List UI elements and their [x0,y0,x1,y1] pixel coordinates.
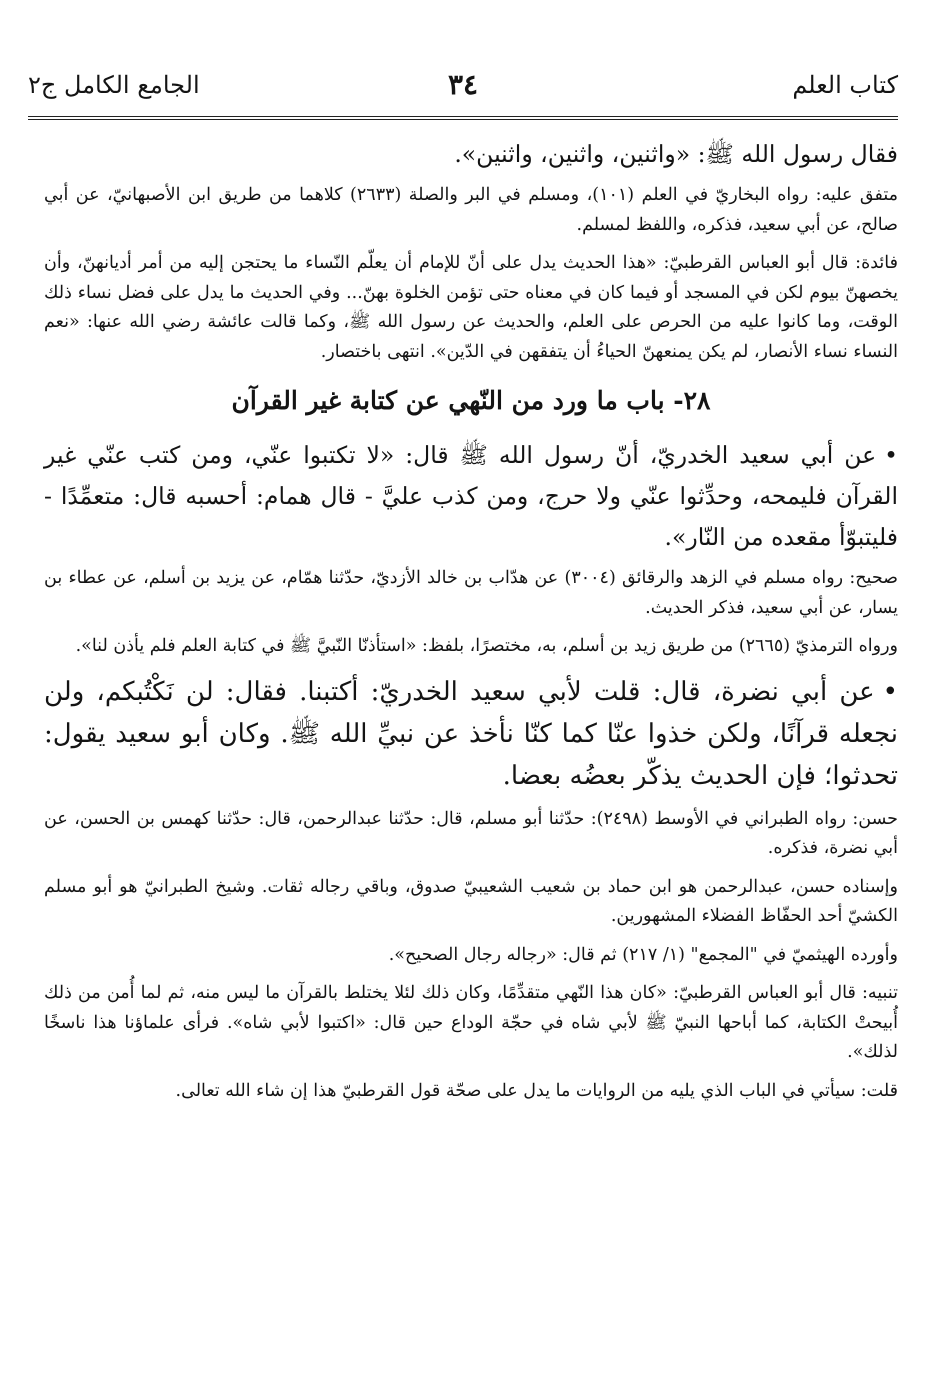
benefit-note: فائدة: قال أبو العباس القرطبيّ: «هذا الحديث يدل على أنّ للإمام أن يعلّم النّساء ما يحتجن إليه من أمر أديانهنّ، وأن يخصهنّ بيوم لكن في المسجد أو فيما كان في معناه حتى تؤمن الخلوة بهنّ... وفي الحديث ما يدل على فضل نساء ذلك الوقت، وما كانوا عليه من الحرص على العلم، والحديث عن رسول الله ﷺ، وكما قالت عائشة رضي الله عنها: «نعم النساء نساء الأنصار، لم يكن يمنعهنّ الحياءُ أن يتفقهن في الدّين». انتهى باختصار. [44,253,898,362]
chapter-title: ٢٨- باب ما ورد من النّهي عن كتابة غير القرآن [231,386,711,415]
haythami-note: وأورده الهيثميّ في "المجمع" (١/ ٢١٧) ثم قال: «رجاله رجال الصحيح». [388,944,898,965]
page-header [28,68,898,112]
page-number: ٣٤ [447,68,479,101]
takhrij-muslim: صحيح: رواه مسلم في الزهد والرقائق (٣٠٠٤) عن هدّاب بن خالد الأزديّ، حدّثنا همّام، عن يزيد بن أسلم، عن عطاء بن يسار، عن أبي سعيد، فذكر الحديث. [44,568,898,618]
bullet-icon: • [884,441,898,469]
isnad-note: وإسناده حسن، عبدالرحمن هو ابن حماد بن شعيب الشعيبيّ صدوق، وباقي رجاله ثقات. وشيخ الطبرانيّ هو أبو مسلم الكشيّ أحد الحفّاظ الفضلاء المشهورين. [44,876,898,926]
header-rule [28,116,898,120]
collection-title: الجامع الكامل ج٢ [28,71,200,99]
takhrij-note: متفق عليه: رواه البخاريّ في العلم (١٠١)، ومسلم في البر والصلة (٢٦٣٣) كلاهما من طريق ابن الأصبهانيّ، عن أبي صالح، عن أبي سعيد، فذكره، واللفظ لمسلم. [44,185,898,235]
hadith-ending: فقال رسول الله ﷺ: «واثنين، واثنين، واثنين». [454,140,898,168]
hadith-text: عن أبي سعيد الخدريّ، أنّ رسول الله ﷺ قال: «لا تكتبوا عنّي، ومن كتب عنّي غير القرآن فليمحه، وحدِّثوا عنّي ولا حرج، ومن كذب عليَّ - قال همام: أحسبه قال: متعمِّدًا - فليتبوّأ مقعده من النّار». [44,441,898,551]
takhrij-tabarani: حسن: رواه الطبراني في الأوسط (٢٤٩٨): حدّثنا أبو مسلم، قال: حدّثنا عبدالرحمن، قال: حدّثنا كهمس بن الحسن، عن أبي نضرة، فذكره. [44,808,898,858]
warning-note: تنبيه: قال أبو العباس القرطبيّ: «كان هذا النّهي متقدِّمًا، وكان ذلك لئلا يختلط بالقرآن ما ليس منه، ثم لما أُمن من ذلك أُبيحتْ الكتابة، كما أباحها النبيّ ﷺ لأبي شاه في حجّة الوداع حين قال: «اكتبوا لأبي شاه». فرأى علماؤنا هذا ناسخًا لذلك». [44,983,898,1062]
takhrij-tirmidhi: ورواه الترمذيّ (٢٦٦٥) من طريق زيد بن أسلم، به، مختصرًا، بلفظ: «استأذنّا النّبيَّ ﷺ في كتابة العلم فلم يأذن لنا». [75,636,898,656]
author-note: قلت: سيأتي في الباب الذي يليه من الروايات ما يدل على صحّة قول القرطبيّ هذا إن شاء الله تعالى. [175,1080,898,1101]
book-title: كتاب العلم [792,71,898,99]
hadith-text: عن أبي نضرة، قال: قلت لأبي سعيد الخدريّ: أكتبنا. فقال: لن نَكْتُبكم، ولن نجعله قرآنًا، ولكن خذوا عنّا كما كنّا نأخذ عن نبيِّ الله ﷺ. وكان أبو سعيد يقول: تحدثوا؛ فإن الحديث يذكّر بعضُه بعضا. [44,676,898,791]
hadith-abu-said [44,435,898,558]
page-content [44,134,898,1115]
hadith-abu-nadra [44,671,898,797]
bullet-icon: • [882,676,898,707]
